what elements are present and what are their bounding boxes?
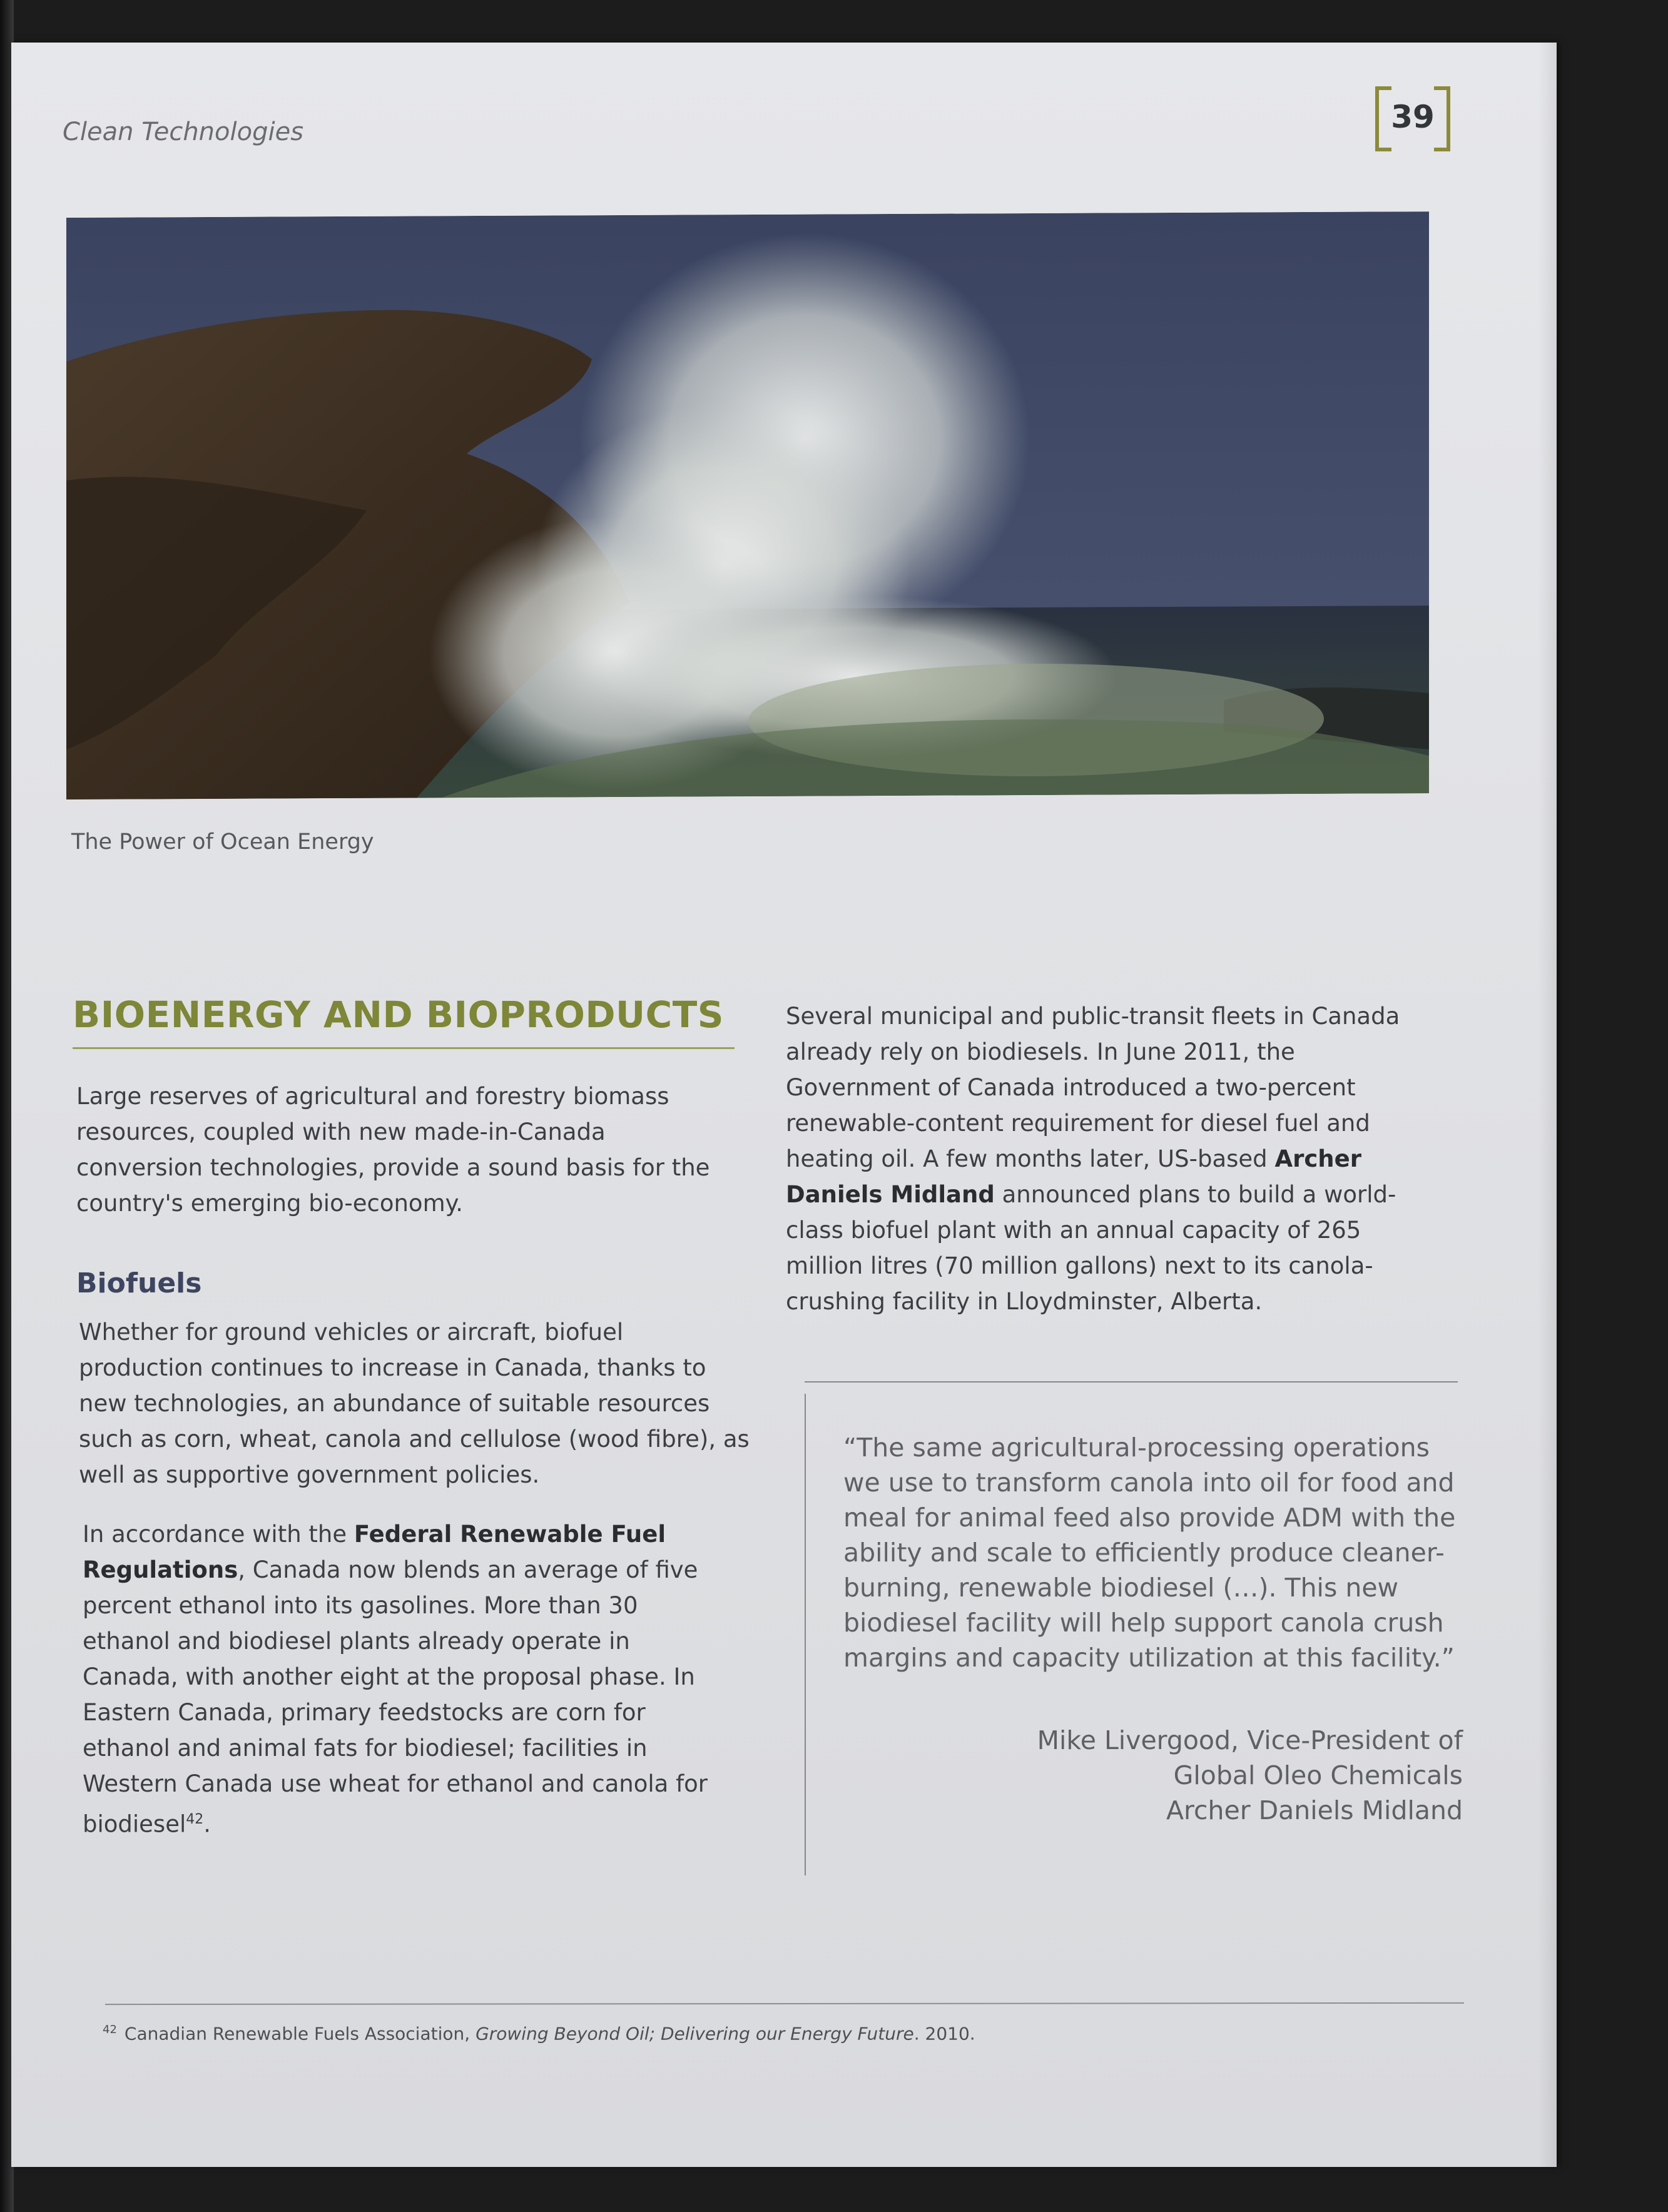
quote-attribution bbox=[875, 1723, 1463, 1828]
footnote-number: 42 bbox=[103, 2023, 117, 2036]
section-title: BIOENERGY AND BIOPRODUCTS bbox=[73, 993, 725, 1036]
attribution-line-1: Mike Livergood, Vice-President of bbox=[1037, 1725, 1463, 1755]
page-number-badge bbox=[1375, 86, 1450, 148]
bracket-right-icon bbox=[1434, 86, 1450, 151]
title-underline bbox=[73, 1047, 735, 1049]
p2-end: . bbox=[203, 1810, 211, 1838]
attribution-line-2: Global Oleo Chemicals bbox=[1173, 1760, 1463, 1790]
regulation-name: Federal Renewable Fuel Regulations bbox=[83, 1521, 666, 1583]
document-page bbox=[11, 43, 1557, 2167]
subsection-title: Biofuels bbox=[76, 1267, 202, 1299]
footnote-ref: 42 bbox=[186, 1812, 204, 1827]
footnote bbox=[103, 2023, 975, 2044]
attribution-line-3: Archer Daniels Midland bbox=[1166, 1795, 1463, 1825]
ocean-wave-illustration bbox=[66, 211, 1429, 799]
biofuels-paragraph-1: Whether for ground vehicles or aircraft, biofuel production continues to increase in Canada, thanks to new technologies, an abundance of suitable resources such as corn, wheat, canola and cellulose (wood fibre), as well as supportive government policies. bbox=[79, 1319, 750, 1488]
footnote-rule bbox=[105, 2002, 1464, 2005]
quote-top-rule bbox=[805, 1381, 1458, 1382]
running-head: Clean Technologies bbox=[63, 118, 304, 146]
fleets-paragraph bbox=[786, 998, 1424, 1319]
p2-body: , Canada now blends an average of five percent ethanol into its gasolines. More than 30 ethanol and biodiesel plants already operate in Canada, with another eight at the proposal phase. In Eastern Canada, primary feedstocks are corn for ethanol and animal fats for biodiesel; facilities in Western Canada use wheat for ethanol and canola for biodiesel bbox=[83, 1556, 708, 1838]
pull-quote: “The same agricultural-processing operations we use to transform canola into oil for food and meal for animal feed also provide ADM with the ability and scale to efficiently produce cleaner-burning, renewable biodiesel (…). This new biodiesel facility will help support canola crush margins and capacity utilization at this facility.” bbox=[843, 1433, 1456, 1673]
footnote-source: Canadian Renewable Fuels Association, bbox=[124, 2023, 476, 2044]
quote-side-rule bbox=[805, 1394, 806, 1875]
company-name: Archer Daniels Midland bbox=[786, 1145, 1361, 1208]
p2-lead: In accordance with the bbox=[83, 1521, 354, 1548]
page-number: 39 bbox=[1391, 99, 1435, 135]
ocean-wave-photo bbox=[66, 211, 1429, 799]
footnote-year: . 2010. bbox=[913, 2023, 975, 2044]
bracket-left-icon bbox=[1375, 86, 1391, 151]
photo-caption: The Power of Ocean Energy bbox=[71, 830, 374, 855]
footnote-title: Growing Beyond Oil; Delivering our Energy Future bbox=[475, 2023, 914, 2044]
fleets-lead: Several municipal and public-transit fleets in Canada already rely on biodiesels. In June 2011, the Government of Canada introduced a two-percent renewable-content requirement for diesel fuel and heating oil. A few months later, US-based bbox=[786, 1003, 1400, 1172]
intro-paragraph: Large reserves of agricultural and forestry biomass resources, coupled with new made-in-Canada conversion technologies, provide a sound basis for the country's emerging bio-economy. bbox=[76, 1083, 710, 1217]
fleets-body: announced plans to build a world-class biofuel plant with an annual capacity of 265 million litres (70 million gallons) next to its canola-crushing facility in Lloydminster, Alberta. bbox=[786, 1181, 1396, 1315]
biofuels-paragraph-2 bbox=[83, 1516, 727, 1842]
